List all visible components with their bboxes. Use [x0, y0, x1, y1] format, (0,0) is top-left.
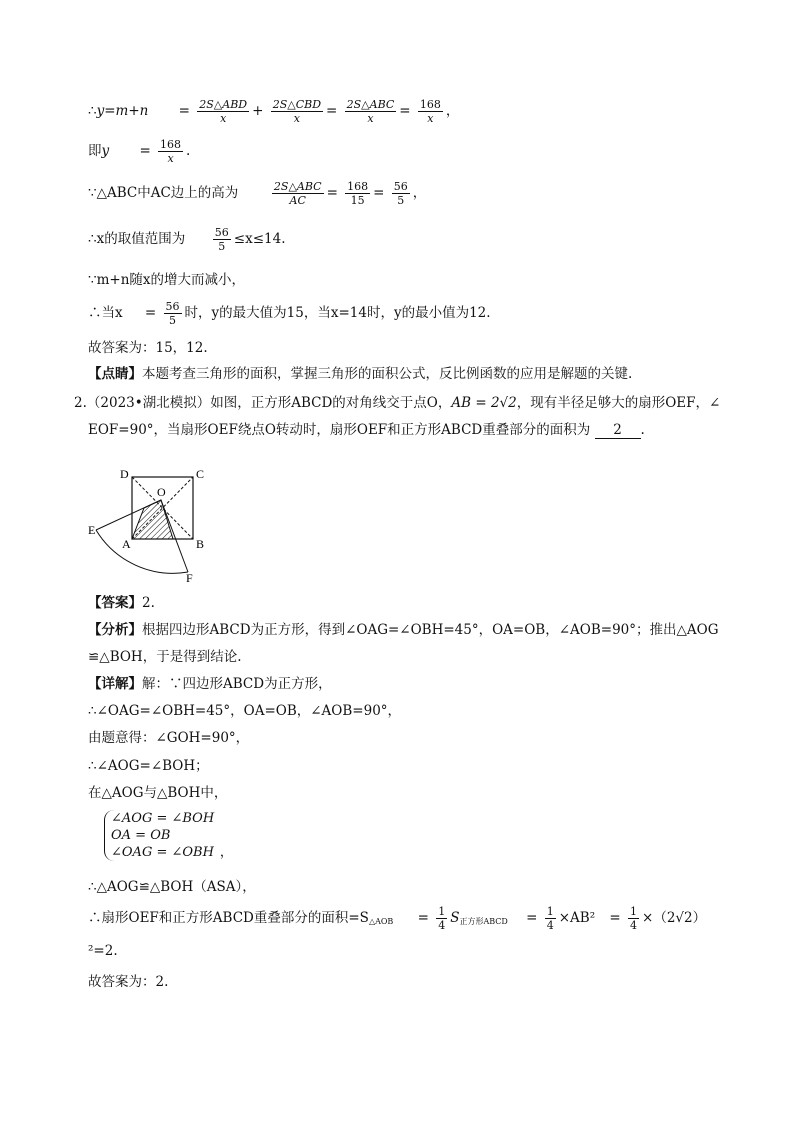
- answer-line-1: 故答案为：15，12.: [88, 340, 208, 356]
- fraction-quarter-3: $\frac{1}{4}$: [630, 905, 638, 932]
- fraction-168-x: $\frac{168}{x}$: [419, 98, 441, 125]
- overlap-region: [132, 500, 173, 539]
- answer-row: 【答案】2.: [88, 595, 155, 611]
- analysis-row-2: ≌△BOH，于是得到结论.: [88, 649, 242, 665]
- point-line: 【点睛】本题考查三角形的面积，掌握三角形的面积公式，反比例函数的应用是解题的关键.: [88, 366, 633, 382]
- system-line-1: ∠AOG = ∠BOH: [111, 811, 215, 826]
- fraction-height: $\frac{\text{2S△ABC}}{AC}$: [273, 180, 322, 207]
- fraction-56-5-range: $\frac{56}{5}$: [214, 226, 229, 253]
- detail-row-5: 在△AOG与△BOH中，: [88, 785, 228, 801]
- label-d: D: [120, 467, 129, 481]
- detail-row-2: ∴∠OAG=∠OBH=45°，OA=OB，∠AOB=90°，: [88, 703, 402, 719]
- geometry-figure: [86, 462, 216, 586]
- fraction-56-5: $\frac{56}{5}$: [393, 180, 408, 207]
- fraction-cbd: $\frac{\text{2S△CBD}}{x}$: [272, 98, 322, 125]
- final-answer: 故答案为：2.: [88, 974, 169, 990]
- formula-line-2: 即y = $\frac{168}{x}$ .: [88, 138, 191, 165]
- label-f: F: [186, 571, 193, 585]
- formula-line-range: ∴x的取值范围为 $\frac{56}{5}$ ≤x≤14.: [88, 226, 286, 253]
- label-o: O: [157, 485, 166, 499]
- formula-line-6: ∴当x = $\frac{56}{5}$ 时，y的最大值为15，当x=14时，y的最小值为12.: [88, 300, 491, 327]
- answer-blank: 2: [595, 422, 641, 439]
- label-b: B: [196, 537, 205, 551]
- label-c: C: [196, 467, 205, 481]
- area-formula-row: ∴扇形OEF和正方形ABCD重叠部分的面积$=S_{\triangle AOB}$ = $\frac{1}{4}$ $S_{正方形ABCD}$ = $\frac{1}{4}$ ×AB² = $\frac{1}{4}$ ×（2√2）: [88, 905, 707, 932]
- fraction-quarter: $\frac{1}{4}$: [438, 905, 446, 932]
- analysis-row-1: 【分析】根据四边形ABCD为正方形，得到∠OAG=∠OBH=45°，OA=OB，∠AOB=90°；推出△AOG: [88, 622, 719, 638]
- fraction-quarter-2: $\frac{1}{4}$: [546, 905, 554, 932]
- text-line-5: ∵m+n随x的增大而减小，: [88, 272, 246, 288]
- label-a: A: [122, 537, 131, 551]
- fraction-168-15: $\frac{168}{15}$: [347, 180, 369, 207]
- problem-2-line-2: EOF=90°，当扇形OEF绕点O转动时，扇形OEF和正方形ABCD重叠部分的面积为 2 .: [88, 422, 645, 438]
- system-line-3: ∠OAG = ∠OBH ，: [111, 845, 233, 860]
- detail-row-6: ∴△AOG≌△BOH（ASA），: [88, 879, 256, 895]
- formula-line-y: ∴y=m+n = $\frac{\text{2S△ABD}}{x}$ + $\frac{\text{2S△CBD}}{x}$ = $\frac{\text{2S△ABC}}{x}$ = $\frac{168}{x}$ ，: [88, 98, 460, 125]
- system-line-2: OA = OB: [111, 828, 171, 843]
- label-e: E: [88, 523, 96, 537]
- fraction-56-5-when: $\frac{56}{5}$: [165, 300, 180, 327]
- congruence-system: [104, 810, 233, 861]
- area-formula-row-2: ²=2.: [88, 943, 118, 959]
- detail-row-1: 【详解】解：∵四边形ABCD为正方形，: [88, 676, 332, 692]
- detail-row-3: 由题意得：∠GOH=90°，: [88, 730, 250, 746]
- problem-2-line-1: 2.（2023•湖北模拟）如图，正方形ABCD的对角线交于点O，AB = 2√2，现有半径足够大的扇形OEF，∠: [74, 395, 721, 411]
- fraction-abd: $\frac{\text{2S△ABD}}{x}$: [199, 98, 248, 125]
- fraction-abc: $\frac{\text{2S△ABC}}{x}$: [346, 98, 395, 125]
- fraction-168-x-2: $\frac{168}{x}$: [160, 138, 182, 165]
- detail-row-4: ∴∠AOG=∠BOH；: [88, 758, 209, 774]
- formula-line-height: ∵△ABC中AC边上的高为 $\frac{\text{2S△ABC}}{AC}$ = $\frac{168}{15}$ = $\frac{56}{5}$ ，: [88, 180, 427, 207]
